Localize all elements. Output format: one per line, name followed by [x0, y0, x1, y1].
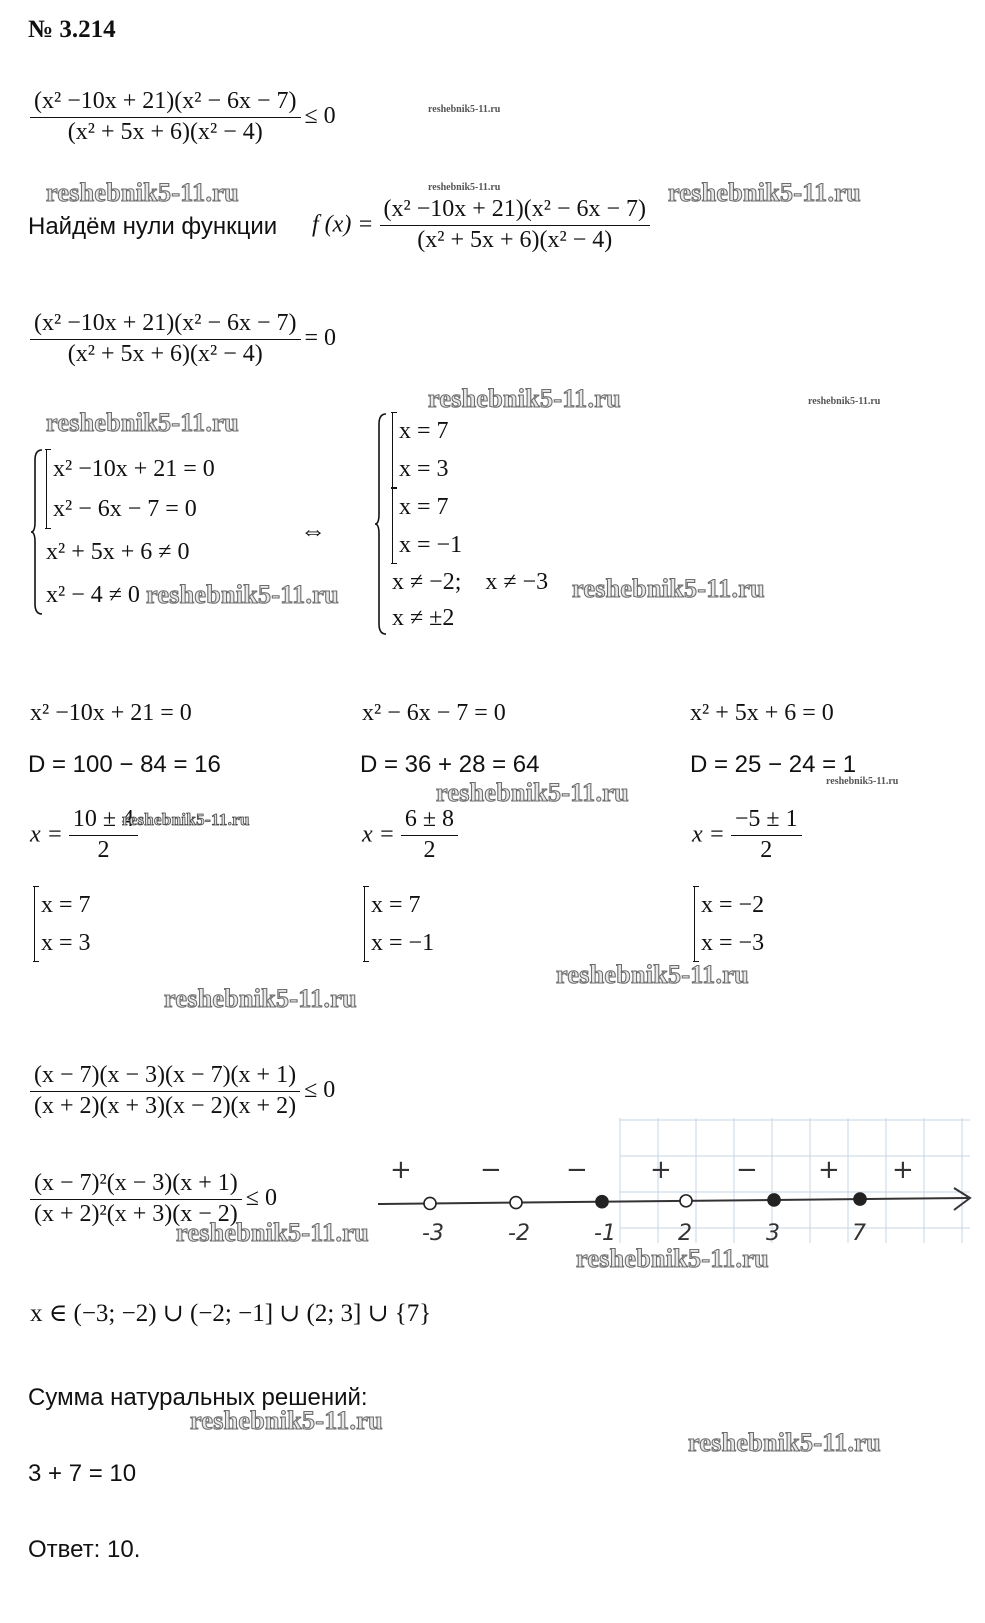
function-denominator: (x² + 5x + 6)(x² − 4)	[417, 226, 613, 253]
watermark: reshebnik5-11.ru	[146, 580, 339, 609]
watermark: reshebnik5-11.ru	[572, 574, 765, 603]
filled-point	[768, 1194, 780, 1206]
or-bracket	[392, 488, 548, 564]
factored-denominator: (x + 2)(x + 3)(x − 2)(x + 2)	[34, 1092, 297, 1119]
root-value: x = 7	[41, 892, 91, 918]
or-bracket	[46, 449, 215, 529]
column-3-equation: x² + 5x + 6 = 0	[690, 700, 834, 726]
factored-relation: ≤ 0	[304, 1077, 336, 1104]
root-numerator: −5 ± 1	[731, 806, 802, 836]
column-1-discriminant: D = 100 − 84 = 16	[28, 751, 221, 778]
filled-point	[596, 1196, 608, 1208]
watermark: reshebnik5-11.ru	[556, 960, 749, 989]
root-denominator: 2	[760, 836, 773, 863]
open-point	[424, 1197, 436, 1209]
system-line: x² − 6x − 7 = 0	[53, 496, 197, 523]
column-2-roots-formula	[362, 806, 458, 864]
system-right	[374, 412, 548, 636]
root-denominator: 2	[423, 836, 436, 863]
watermark: reshebnik5-11.ru	[576, 1244, 769, 1273]
watermark: reshebnik5-11.ru	[190, 1406, 383, 1435]
root-denominator: 2	[97, 836, 110, 863]
watermark-small: reshebnik5-11.ru	[808, 396, 881, 407]
or-bracket	[694, 886, 764, 962]
watermark: reshebnik5-11.ru	[668, 178, 861, 207]
watermark: reshebnik5-11.ru	[46, 408, 239, 437]
equation-numerator: (x² −10x + 21)(x² − 6x − 7)	[30, 310, 301, 340]
interval-sign: −	[736, 1155, 758, 1185]
root-value: x = 3	[41, 930, 91, 956]
system-line: x = 3	[399, 456, 449, 482]
open-point	[510, 1197, 522, 1209]
function-numerator: (x² −10x + 21)(x² − 6x − 7)	[380, 196, 651, 226]
sum-heading: Сумма натуральных решений:	[28, 1384, 368, 1411]
system-line: x = −1	[399, 532, 463, 558]
column-3-roots-formula	[692, 806, 802, 864]
solution-set: x ∈ (−3; −2) ∪ (−2; −1] ∪ (2; 3] ∪ {7}	[30, 1300, 432, 1327]
root-numerator: 10 ± 4	[69, 806, 138, 836]
root-value: x = 7	[371, 892, 421, 918]
open-point	[680, 1195, 692, 1207]
watermark-small: reshebnik5-11.ru	[428, 104, 501, 115]
column-2-equation: x² − 6x − 7 = 0	[362, 700, 506, 726]
system-line: x = 7	[399, 494, 449, 520]
zero-equation	[30, 310, 336, 368]
zeros-heading: Найдём нули функции	[28, 213, 278, 240]
problem-number: № 3.214	[28, 16, 116, 43]
simplified-denominator: (x + 2)²(x + 3)(x − 2)	[34, 1200, 238, 1227]
root-lhs: x =	[30, 821, 63, 848]
root-lhs: x =	[362, 821, 395, 848]
number-line	[370, 1118, 982, 1248]
function-label: f (x) =	[312, 211, 374, 238]
watermark: reshebnik5-11.ru	[688, 1428, 881, 1457]
column-1-roots	[34, 886, 91, 962]
inequality-relation: ≤ 0	[304, 103, 336, 130]
system-line: x ≠ ±2	[392, 605, 455, 631]
root-numerator: 6 ± 8	[401, 806, 458, 836]
or-bracket	[392, 412, 548, 488]
root-value: x = −3	[701, 930, 765, 956]
watermark: reshebnik5-11.ru	[428, 384, 621, 413]
point-label: -1	[594, 1221, 616, 1246]
filled-point	[854, 1193, 866, 1205]
column-3-roots	[694, 886, 764, 962]
simplified-numerator: (x − 7)²(x − 3)(x + 1)	[30, 1170, 242, 1200]
system-line: x ≠ −2; x ≠ −3	[392, 569, 549, 595]
point-label: -3	[422, 1221, 444, 1246]
equivalence-sign: ⇔	[300, 516, 326, 545]
watermark: reshebnik5-11.ru	[176, 1218, 369, 1247]
answer: Ответ: 10.	[28, 1536, 141, 1563]
interval-sign: +	[390, 1155, 412, 1185]
factored-inequality	[30, 1062, 335, 1120]
watermark: reshebnik5-11.ru	[436, 778, 629, 807]
system-line: x² − 4 ≠ 0	[46, 581, 140, 608]
root-lhs: x =	[692, 821, 725, 848]
column-1-equation: x² −10x + 21 = 0	[30, 700, 192, 726]
interval-sign: +	[650, 1155, 672, 1185]
root-value: x = −1	[371, 930, 435, 956]
system-line: x = 7	[399, 418, 449, 444]
watermark-small: reshebnik5-11.ru	[826, 776, 899, 787]
graph-paper-grid	[620, 1118, 970, 1243]
system-line: x² −10x + 21 = 0	[53, 456, 215, 483]
curly-brace	[374, 412, 388, 636]
interval-sign: +	[892, 1155, 914, 1185]
equation-denominator: (x² + 5x + 6)(x² − 4)	[67, 340, 263, 367]
watermark: reshebnik5-11.ru	[164, 984, 357, 1013]
system-line: x² + 5x + 6 ≠ 0	[46, 538, 190, 565]
axis-line	[378, 1198, 968, 1204]
sum-calculation: 3 + 7 = 10	[28, 1460, 137, 1487]
inequality-numerator: (x² −10x + 21)(x² − 6x − 7)	[30, 88, 301, 118]
point-label: 3	[766, 1221, 780, 1246]
main-inequality	[30, 88, 336, 146]
curly-brace	[30, 448, 44, 616]
point-label: -2	[508, 1221, 530, 1246]
or-bracket	[364, 886, 434, 962]
simplified-relation: ≤ 0	[245, 1185, 277, 1212]
equation-relation: = 0	[304, 325, 337, 352]
interval-sign: +	[818, 1155, 840, 1185]
factored-numerator: (x − 7)(x − 3)(x − 7)(x + 1)	[30, 1062, 300, 1092]
inequality-denominator: (x² + 5x + 6)(x² − 4)	[67, 118, 263, 145]
root-value: x = −2	[701, 892, 765, 918]
interval-sign: −	[566, 1155, 588, 1185]
column-3-discriminant: D = 25 − 24 = 1	[690, 751, 857, 778]
column-2-discriminant: D = 36 + 28 = 64	[360, 751, 540, 778]
function-definition	[312, 196, 650, 254]
point-label: 2	[678, 1221, 692, 1246]
point-label: 7	[852, 1221, 866, 1246]
interval-sign: −	[480, 1155, 502, 1185]
or-bracket	[34, 886, 91, 962]
watermark: reshebnik5-11.ru	[46, 178, 239, 207]
watermark-small: reshebnik5-11.ru	[428, 182, 501, 193]
column-2-roots	[364, 886, 434, 962]
watermark: reshebnik5-11.ru	[122, 810, 250, 829]
